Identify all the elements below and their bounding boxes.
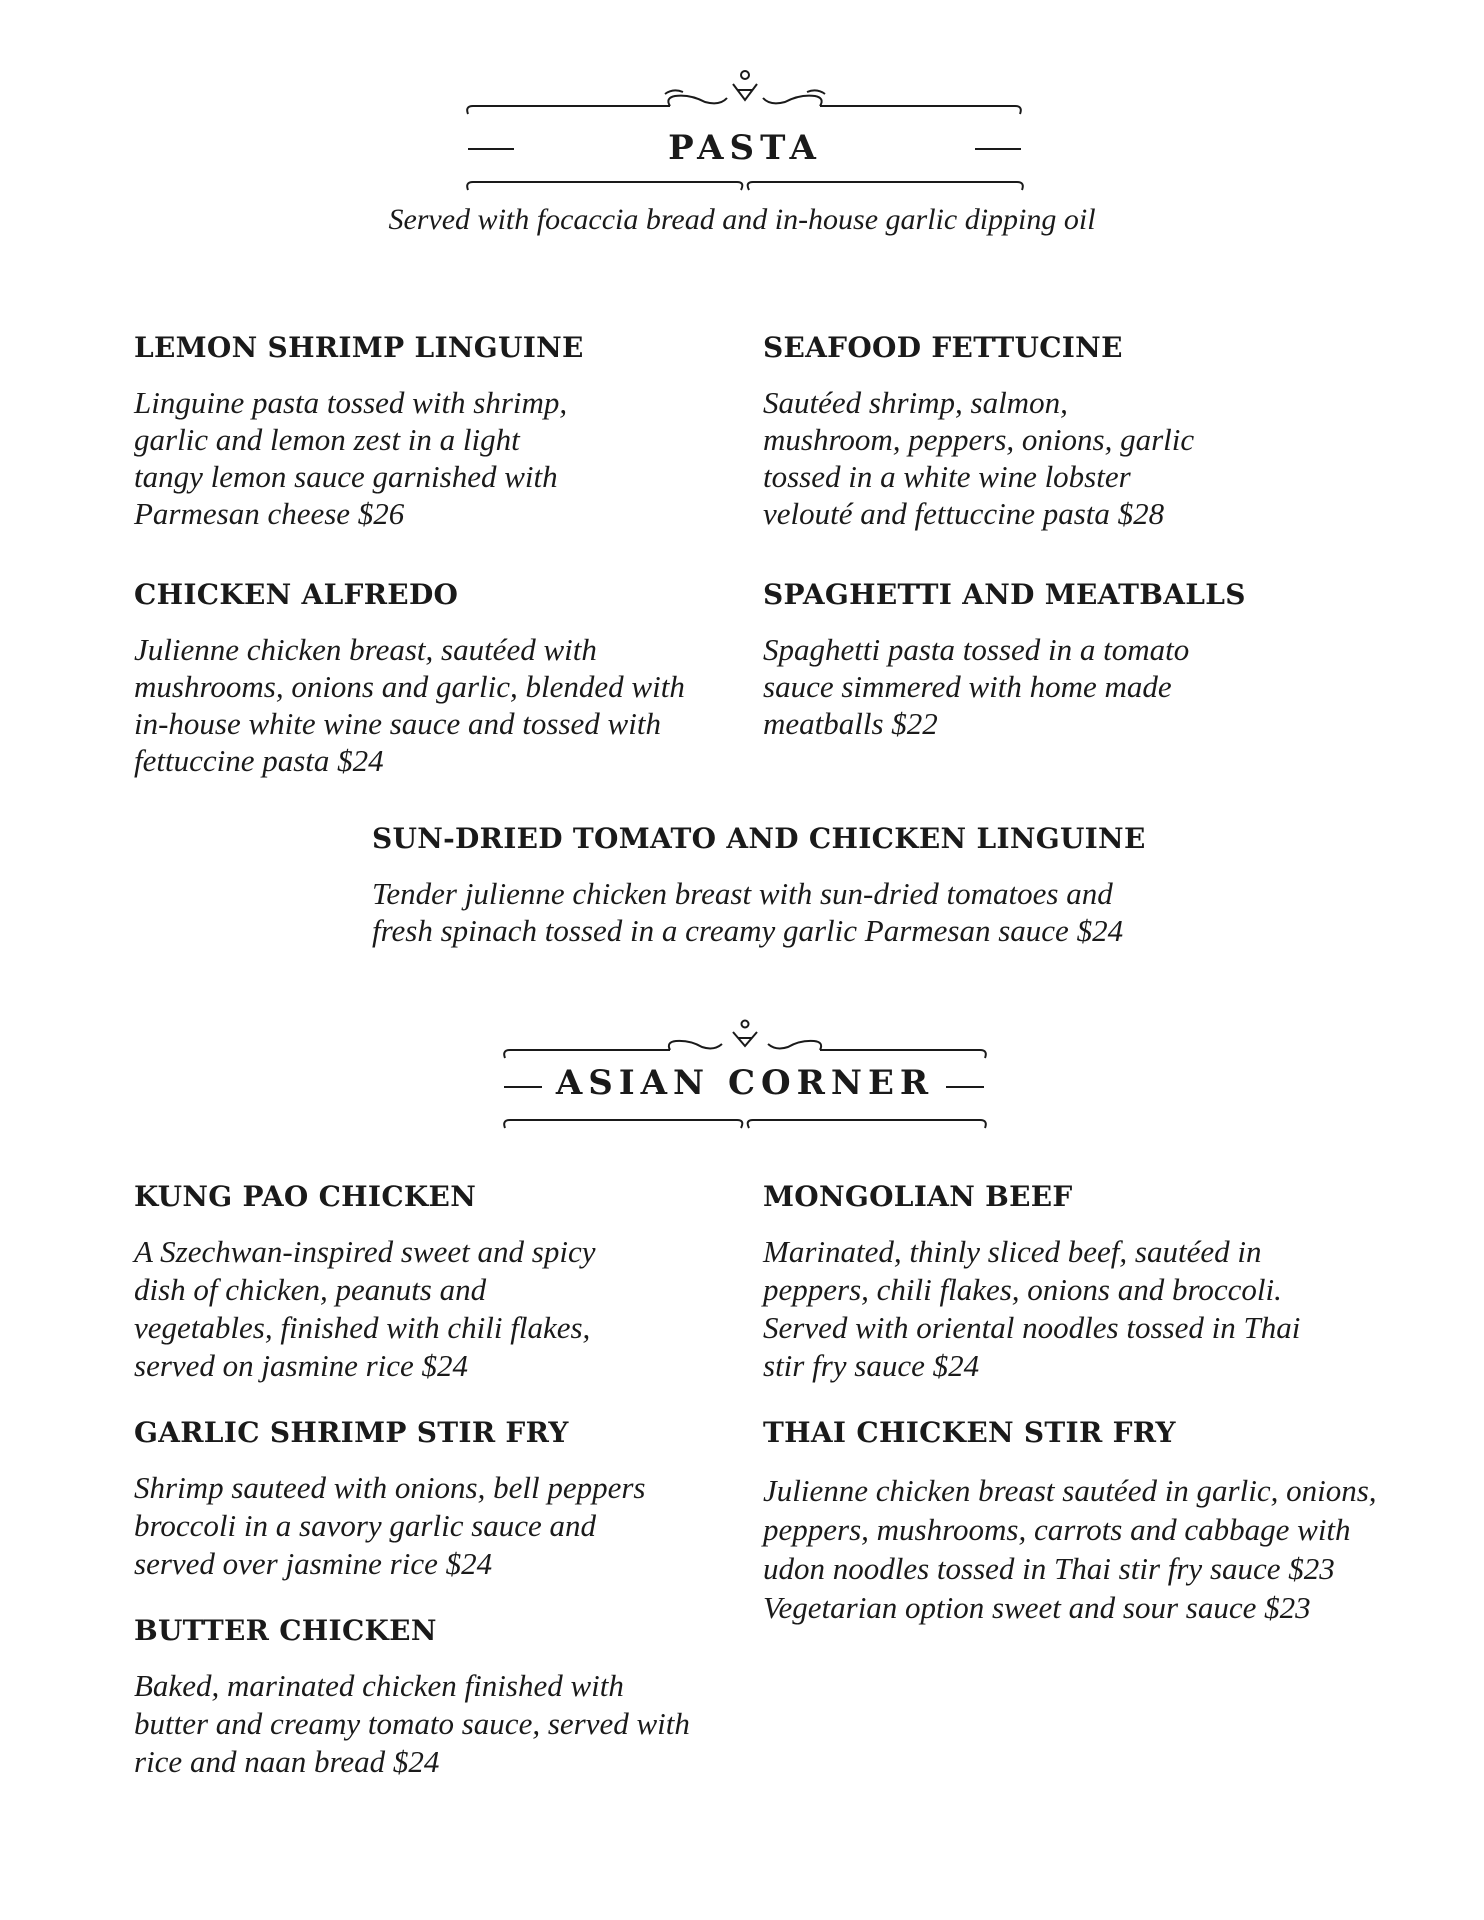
item-description: Linguine pasta tossed with shrimp, garlic and lemon zest in a light tangy lemon sauce garnished with Parmesan cheese $26 — [134, 385, 568, 531]
item-title: MONGOLIAN BEEF — [763, 1180, 1073, 1213]
menu-item-seafood-fettucine — [763, 331, 1383, 532]
item-title: THAI CHICKEN STIR FRY — [763, 1416, 1176, 1449]
menu-item-lemon-shrimp-linguine — [134, 331, 734, 532]
menu-item-mongolian-beef — [763, 1180, 1403, 1385]
pasta-bottom-ornament — [465, 178, 1025, 198]
item-description: Shrimp sauteed with onions, bell peppers broccoli in a savory garlic sauce and served over jasmine rice $24 — [134, 1470, 646, 1581]
item-description: Julienne chicken breast, sautéed with mushrooms, onions and garlic, blended with in-house white wine sauce and tossed with fettuccine pasta $24 — [134, 632, 685, 778]
menu-item-thai-chicken-stir-fry — [763, 1416, 1443, 1627]
item-title: SUN-DRIED TOMATO AND CHICKEN LINGUINE — [372, 822, 1146, 855]
pasta-left-dash — [468, 148, 514, 150]
item-description: Spaghetti pasta tossed in a tomato sauce simmered with home made meatballs $22 — [763, 632, 1190, 741]
item-description: A Szechwan-inspired sweet and spicy dish of chicken, peanuts and vegetables, finished with chili flakes, served on jasmine rice $24 — [134, 1234, 596, 1383]
menu-item-kung-pao-chicken — [134, 1180, 734, 1385]
item-title: GARLIC SHRIMP STIR FRY — [134, 1416, 569, 1449]
item-title: SEAFOOD FETTUCINE — [763, 331, 1123, 364]
asian-heading: ASIAN CORNER — [555, 1063, 935, 1103]
item-description: Baked, marinated chicken finished with butter and creamy tomato sauce, served with rice and naan bread $24 — [134, 1668, 690, 1779]
menu-item-sun-dried-tomato-chicken-linguine — [372, 822, 1172, 949]
item-title: KUNG PAO CHICKEN — [134, 1180, 477, 1213]
item-title: BUTTER CHICKEN — [134, 1614, 437, 1647]
item-description: Tender julienne chicken breast with sun-dried tomatoes and fresh spinach tossed in a creamy garlic Parmesan sauce $24 — [372, 876, 1124, 948]
item-title: CHICKEN ALFREDO — [134, 578, 459, 611]
pasta-right-dash — [975, 148, 1021, 150]
menu-item-butter-chicken — [134, 1614, 754, 1781]
asian-right-dash — [946, 1086, 984, 1088]
item-description: Sautéed shrimp, salmon, mushroom, peppers, onions, garlic tossed in a white wine lobster velouté and fettuccine pasta $28 — [763, 385, 1195, 531]
asian-left-dash — [504, 1086, 542, 1088]
pasta-top-ornament — [465, 66, 1025, 126]
item-title: SPAGHETTI AND MEATBALLS — [763, 578, 1246, 611]
asian-bottom-ornament — [502, 1116, 988, 1136]
menu-item-spaghetti-and-meatballs — [763, 578, 1383, 742]
pasta-subtitle: Served with focaccia bread and in-house garlic dipping oil — [388, 203, 1096, 236]
item-title: LEMON SHRIMP LINGUINE — [134, 331, 584, 364]
menu-item-chicken-alfredo — [134, 578, 734, 779]
menu-item-garlic-shrimp-stir-fry — [134, 1416, 734, 1583]
item-description: Marinated, thinly sliced beef, sautéed in peppers, chili flakes, onions and broccoli. Served with oriental noodles tossed in Thai stir fry sauce $24 — [763, 1234, 1301, 1383]
pasta-heading: PASTA — [668, 128, 822, 168]
item-description: Julienne chicken breast sautéed in garlic, onions, peppers, mushrooms, carrots and cabbage with udon noodles tossed in Thai stir fry sauce $23 Vegetarian option sweet and sour sauce $23 — [763, 1473, 1377, 1625]
